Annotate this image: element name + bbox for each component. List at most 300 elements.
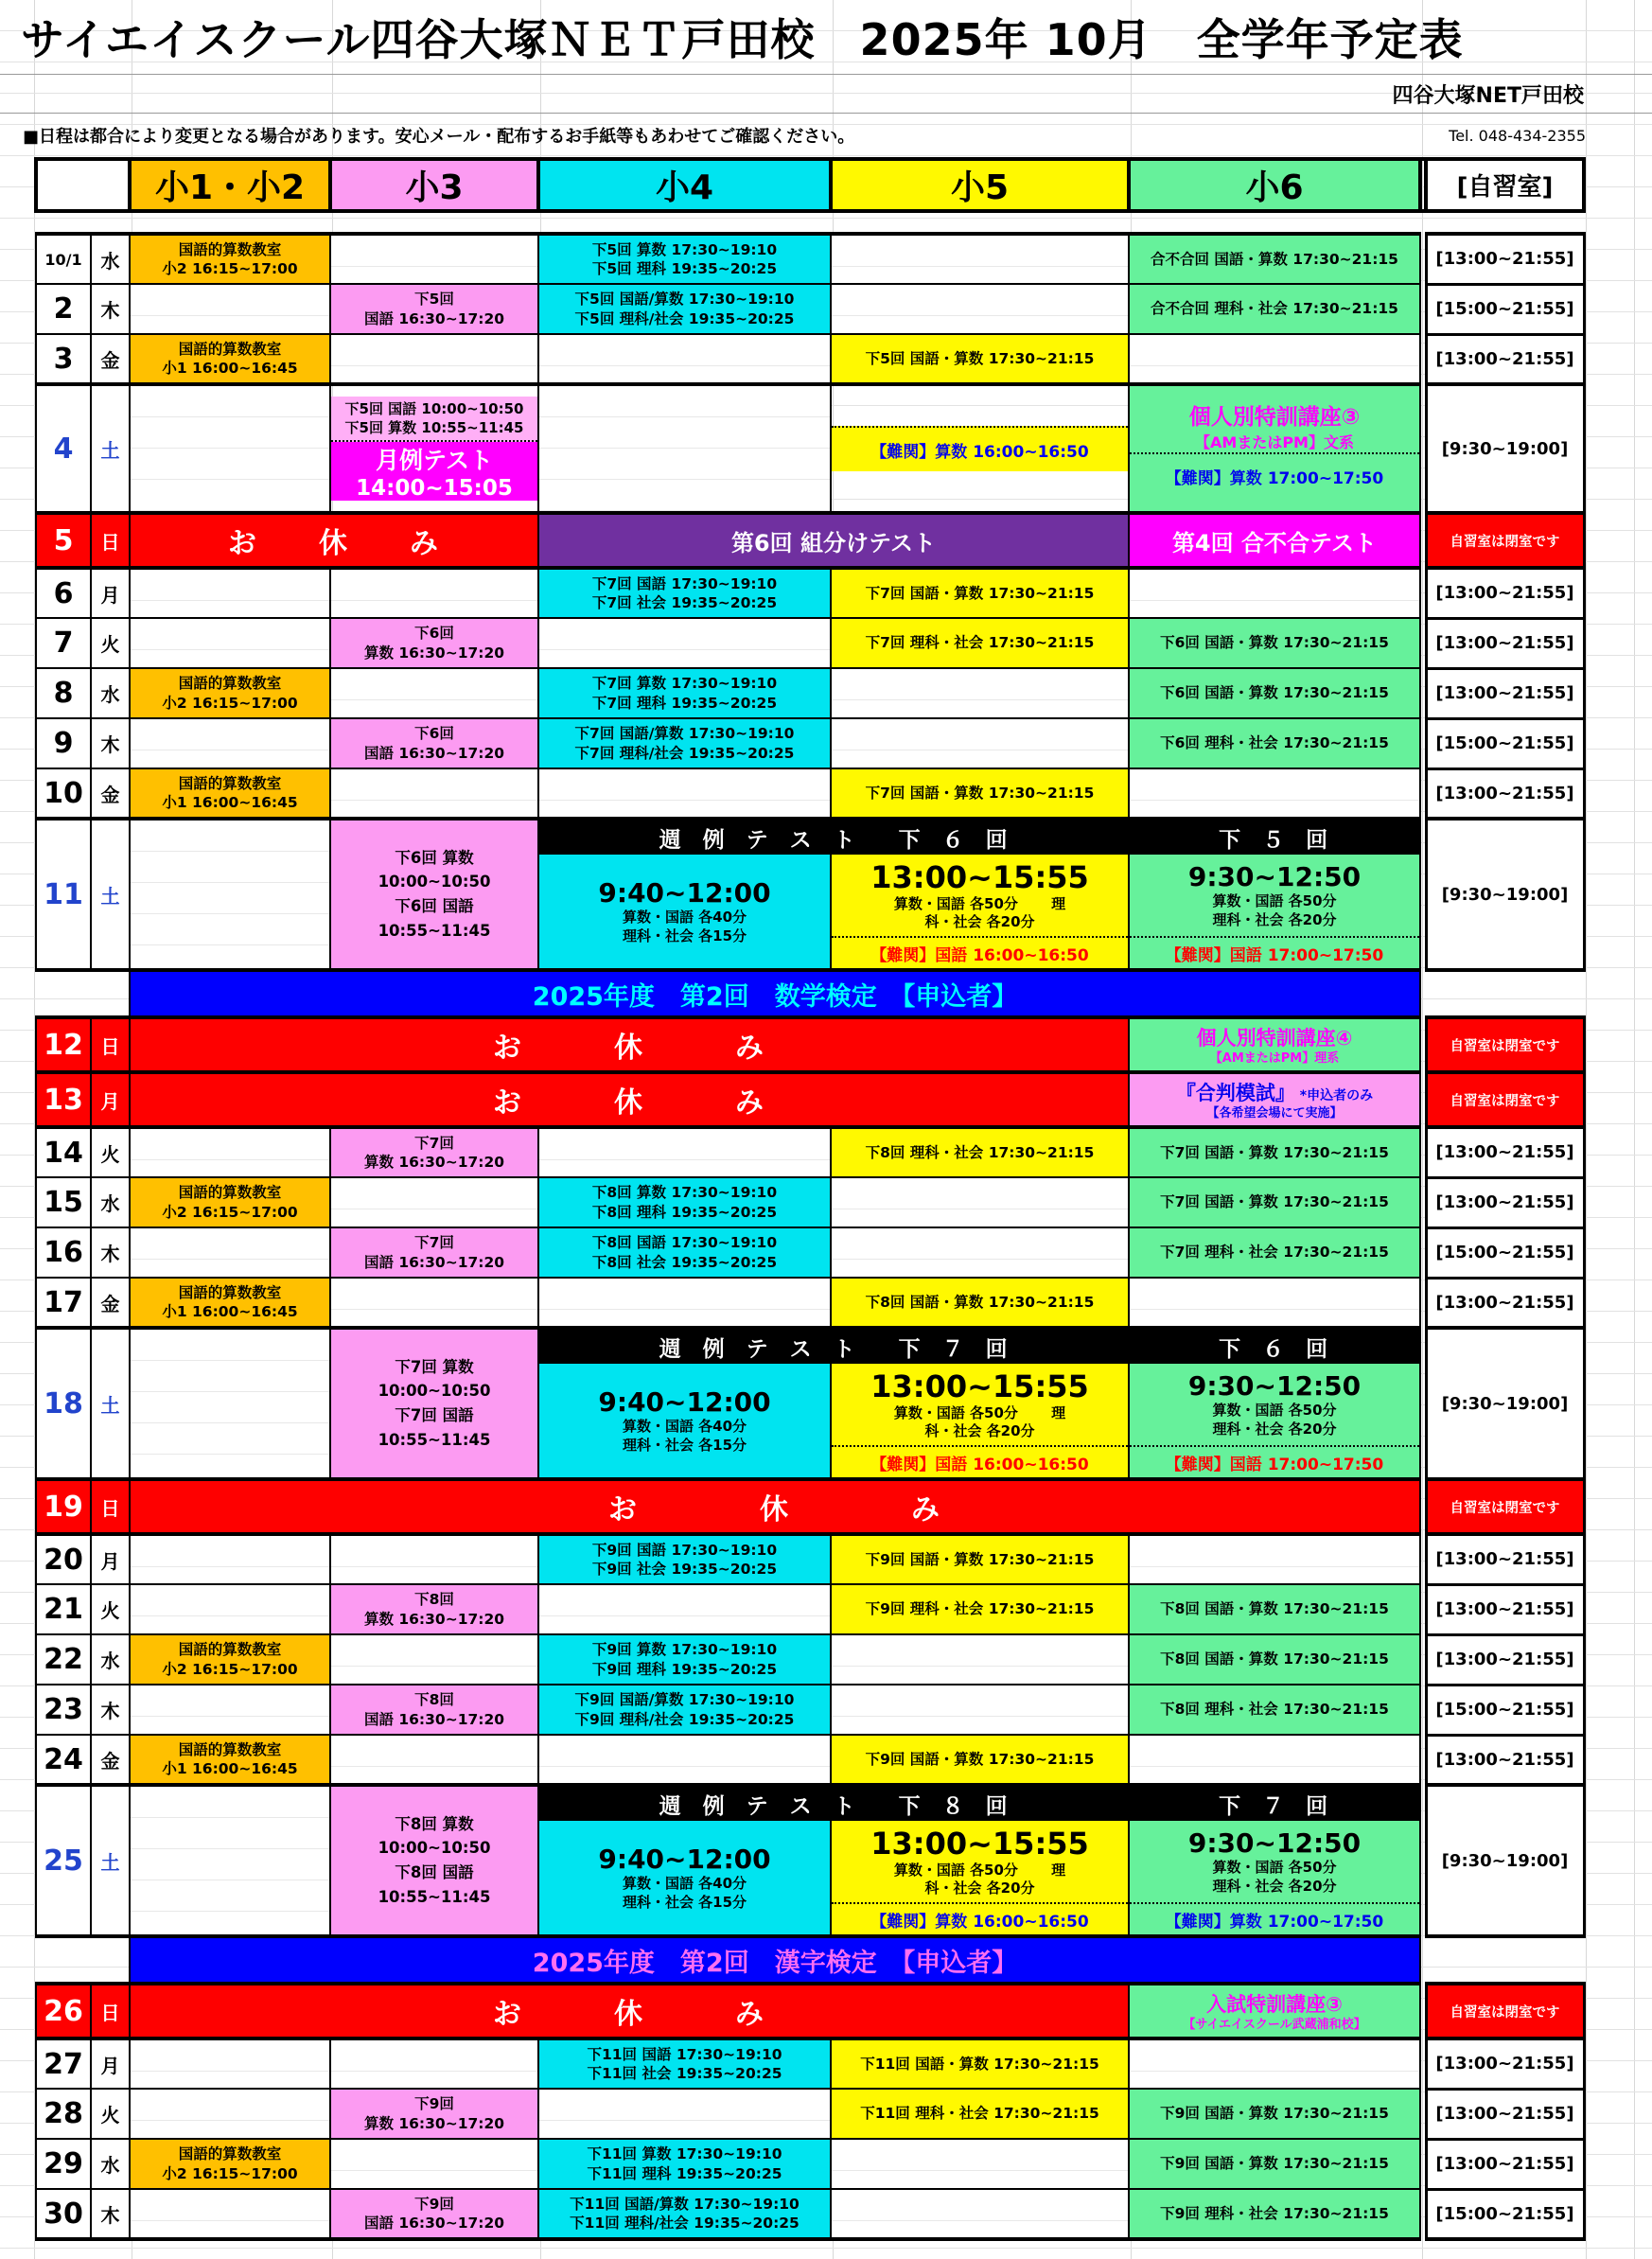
test-time-block bbox=[832, 1364, 1128, 1445]
weekly-test-block bbox=[1128, 855, 1419, 968]
special-course-title: 『合判模試』 *申込者のみ bbox=[1175, 1081, 1374, 1104]
class-cell-c5 bbox=[831, 234, 1129, 284]
monthly-test-time: 14:00~15:05 bbox=[356, 476, 513, 501]
study-room-cell bbox=[1426, 970, 1584, 1017]
text-line: 下9回 算数 17:30~19:10 bbox=[591, 1641, 778, 1659]
day-cell: 金 bbox=[91, 1735, 130, 1785]
text-line: 下8回 理科・社会 17:30~21:15 bbox=[865, 1143, 1095, 1161]
gofugo-test-banner: 第4回 合不合テスト bbox=[1129, 513, 1420, 568]
class-cell-c3 bbox=[330, 1127, 538, 1177]
study-room-cell: [13:00~21:55] bbox=[1426, 1278, 1584, 1328]
study-room-cell: [13:00~21:55] bbox=[1426, 568, 1584, 618]
header-col-sho5: 小5 bbox=[831, 159, 1129, 211]
class-cell-c4 bbox=[538, 284, 831, 334]
special-course bbox=[1130, 399, 1419, 452]
spacer-cell bbox=[36, 211, 1584, 234]
date-cell: 26 bbox=[36, 1984, 91, 2038]
class-cell-c12 bbox=[130, 568, 330, 618]
class-cell-c4 bbox=[538, 1227, 831, 1278]
study-room-cell: [13:00~21:55] bbox=[1426, 2038, 1584, 2089]
class-cell-c4 bbox=[538, 1685, 831, 1735]
text-line: 下11回 理科 19:35~20:25 bbox=[587, 2164, 782, 2182]
text-line: 下5回 国語 10:00~10:50 bbox=[344, 399, 524, 417]
text-line: 算数・国語 各50分 理 bbox=[893, 1403, 1066, 1421]
text-line: 算数・国語 各50分 理 bbox=[893, 894, 1066, 912]
text-line: 下8回 国語 bbox=[395, 1863, 474, 1881]
class-cell-c3 bbox=[330, 1584, 538, 1634]
class-cell-c6 bbox=[1129, 1634, 1420, 1685]
text-line: 算数 16:30~17:20 bbox=[363, 1610, 505, 1628]
day-cell: 土 bbox=[91, 384, 130, 513]
class-cell-c12 bbox=[130, 668, 330, 718]
monthly-test-banner bbox=[331, 442, 537, 501]
day-cell: 木 bbox=[91, 1227, 130, 1278]
schedule-row-4 bbox=[36, 384, 1584, 513]
class-cell-c6 bbox=[1129, 718, 1420, 768]
class-cell-c3 bbox=[330, 2038, 538, 2089]
class-cell-c5 bbox=[831, 668, 1129, 718]
class-cell-c5 bbox=[831, 568, 1129, 618]
kumiwake-test-banner: 第6回 組分けテスト bbox=[538, 513, 1129, 568]
class-cell-c5 bbox=[831, 334, 1129, 384]
schedule-table bbox=[34, 157, 1586, 2241]
text-line: 下7回 bbox=[414, 1134, 454, 1152]
text-line: 下9回 理科・社会 17:30~21:15 bbox=[1160, 2204, 1389, 2222]
page-title: サイエイスクール四谷大塚ＮＥＴ戸田校 2025年 10月 全学年予定表 bbox=[0, 0, 1652, 75]
class-cell-c3 bbox=[330, 2139, 538, 2189]
class-cell-c4 bbox=[538, 668, 831, 718]
class-cell-c6 bbox=[1129, 1584, 1420, 1634]
schedule-row-banner bbox=[36, 970, 1584, 1017]
text-line: 下6回 bbox=[414, 725, 454, 743]
class-cell-c3 bbox=[330, 1735, 538, 1785]
schedule-row-9 bbox=[36, 718, 1584, 768]
weekly-test-area bbox=[538, 819, 1420, 970]
date-cell: 29 bbox=[36, 2139, 91, 2189]
schedule-row-2 bbox=[36, 284, 1584, 334]
schedule-row-7 bbox=[36, 618, 1584, 668]
schedule-row-10 bbox=[36, 768, 1584, 819]
class-cell-c12 bbox=[130, 334, 330, 384]
special-course-title: 個人別特訓講座③ bbox=[1188, 405, 1361, 430]
class-cell-c3 bbox=[330, 568, 538, 618]
test-time-block bbox=[539, 1364, 830, 1477]
weekly-test-block bbox=[1128, 1821, 1419, 1934]
test-time-block bbox=[1130, 855, 1419, 936]
class-cell-c12 bbox=[130, 2189, 330, 2239]
study-room-cell: 自習室は閉室です bbox=[1426, 1984, 1584, 2038]
study-room-cell: [13:00~21:55] bbox=[1426, 1177, 1584, 1227]
class-cell-c12 bbox=[130, 1278, 330, 1328]
text-line: 国語的算数教室 bbox=[178, 1641, 282, 1659]
text-line: 下5回 算数 17:30~19:10 bbox=[591, 240, 778, 258]
class-cell-c4 bbox=[538, 2089, 831, 2139]
schedule-row-18 bbox=[36, 1328, 1584, 1479]
text-line: 下9回 国語・算数 17:30~21:15 bbox=[1160, 2155, 1389, 2173]
text-line: 下7回 国語・算数 17:30~21:15 bbox=[865, 584, 1095, 602]
text-line: 理科・社会 各15分 bbox=[622, 1893, 747, 1911]
day-cell: 土 bbox=[91, 819, 130, 970]
nankan-class: 【難関】算数 16:00~16:50 bbox=[832, 426, 1128, 471]
study-room-cell: [13:00~21:55] bbox=[1426, 1584, 1584, 1634]
nankan-class: 【難関】国語 16:00~16:50 bbox=[832, 936, 1128, 968]
text-line: 下11回 国語・算数 17:30~21:15 bbox=[860, 2055, 1099, 2073]
day-cell: 木 bbox=[91, 284, 130, 334]
text-line: 下9回 国語 17:30~19:10 bbox=[591, 1541, 778, 1559]
class-cell-c6 bbox=[1129, 618, 1420, 668]
weekly-test-banner bbox=[539, 1330, 1419, 1364]
weekly-test-block bbox=[539, 1821, 830, 1934]
text-line: 下9回 国語/算数 17:30~19:10 bbox=[574, 1691, 795, 1709]
text-line: 下11回 国語/算数 17:30~19:10 bbox=[570, 2195, 800, 2213]
class-cell-c12 bbox=[130, 384, 330, 513]
date-cell: 15 bbox=[36, 1177, 91, 1227]
special-course-subtitle: 【AMまたはPM】文系 bbox=[1195, 433, 1354, 451]
day-cell: 水 bbox=[91, 1634, 130, 1685]
text-line: 下6回 算数 bbox=[395, 848, 474, 867]
class-cell-c12 bbox=[130, 284, 330, 334]
test-time-block bbox=[1130, 1364, 1419, 1445]
text-line: 理科・社会 各20分 bbox=[1212, 910, 1337, 928]
date-cell: 7 bbox=[36, 618, 91, 668]
tel-number: Tel. 048-434-2355 bbox=[1449, 126, 1586, 145]
text-line: 下8回 bbox=[414, 1691, 454, 1709]
text-line: 理科・社会 各20分 bbox=[1212, 1877, 1337, 1895]
class-cell-c5 bbox=[831, 384, 1129, 513]
schedule-row-20 bbox=[36, 1534, 1584, 1584]
date-cell: 13 bbox=[36, 1072, 91, 1127]
header-spacer-row bbox=[36, 211, 1584, 234]
date-cell: 11 bbox=[36, 819, 91, 970]
date-cell: 8 bbox=[36, 668, 91, 718]
class-cell-c4 bbox=[538, 2139, 831, 2189]
class-cell-c3 bbox=[330, 1278, 538, 1328]
class-cell-c4 bbox=[538, 2189, 831, 2239]
nankan-class: 【難関】算数 16:00~16:50 bbox=[832, 1902, 1128, 1934]
schedule-row-banner bbox=[36, 1936, 1584, 1984]
date-cell: 9 bbox=[36, 718, 91, 768]
special-course-cell bbox=[1129, 1072, 1420, 1127]
class-cell-c5 bbox=[831, 2189, 1129, 2239]
study-room-cell: [13:00~21:55] bbox=[1426, 618, 1584, 668]
date-cell: 28 bbox=[36, 2089, 91, 2139]
class-cell-c3 bbox=[330, 1328, 538, 1479]
test-time-block bbox=[832, 1821, 1128, 1902]
class-cell-c12 bbox=[130, 2089, 330, 2139]
class-cell-c12 bbox=[130, 618, 330, 668]
class-cell-c3 bbox=[330, 334, 538, 384]
closed-banner: お 休 み bbox=[130, 513, 538, 568]
text-line: 下11回 社会 19:35~20:25 bbox=[587, 2065, 782, 2082]
date-cell: 18 bbox=[36, 1328, 91, 1479]
class-cell-c12 bbox=[130, 1177, 330, 1227]
class-cell-c5 bbox=[831, 1634, 1129, 1685]
study-room-cell: [9:30~19:00] bbox=[1426, 1785, 1584, 1936]
class-cell-c6 bbox=[1129, 1735, 1420, 1785]
class-cell-c6 bbox=[1129, 1227, 1420, 1278]
test-time-block bbox=[539, 855, 830, 968]
study-room-cell: [13:00~21:55] bbox=[1426, 334, 1584, 384]
class-cell-c5 bbox=[831, 1584, 1129, 1634]
special-course-subtitle: 【各希望会場にて実施】 bbox=[1206, 1105, 1343, 1121]
c3-stack bbox=[331, 397, 537, 501]
monthly-test-title: 月例テスト bbox=[375, 447, 493, 474]
text-line: 国語的算数教室 bbox=[178, 675, 282, 693]
class-cell-c3 bbox=[330, 384, 538, 513]
study-room-cell bbox=[1426, 1936, 1584, 1984]
class-cell-c12 bbox=[130, 1127, 330, 1177]
text-line: 下8回 理科・社会 17:30~21:15 bbox=[1160, 1701, 1389, 1719]
class-cell-c5 bbox=[831, 1534, 1129, 1584]
text-line: 国語 16:30~17:20 bbox=[363, 1710, 505, 1728]
class-cell-c6 bbox=[1129, 2189, 1420, 2239]
class-cell-c12 bbox=[130, 2139, 330, 2189]
class-cell-c5 bbox=[831, 1227, 1129, 1278]
text-line: 下11回 理科/社会 19:35~20:25 bbox=[570, 2215, 800, 2232]
class-cell-c12 bbox=[130, 1785, 330, 1936]
date-cell: 25 bbox=[36, 1785, 91, 1936]
text-line: 下6回 国語 bbox=[395, 897, 474, 915]
text-line: 算数・国語 各50分 bbox=[1212, 892, 1337, 909]
weekly-test-label-c6: 下 ７ 回 bbox=[1219, 1793, 1328, 1819]
study-room-cell: 自習室は閉室です bbox=[1426, 1479, 1584, 1534]
text-line: 下5回 国語・算数 17:30~21:15 bbox=[865, 349, 1095, 367]
schedule-row-23 bbox=[36, 1685, 1584, 1735]
class-cell-c6 bbox=[1129, 234, 1420, 284]
day-cell: 金 bbox=[91, 334, 130, 384]
text-line: 算数・国語 各40分 bbox=[622, 909, 747, 926]
school-name: 四谷大塚NET戸田校 bbox=[1392, 83, 1584, 108]
date-cell: 16 bbox=[36, 1227, 91, 1278]
study-room-cell: [15:00~21:55] bbox=[1426, 718, 1584, 768]
nankan-class: 【難関】国語 16:00~16:50 bbox=[832, 1445, 1128, 1477]
kentei-banner: 2025年度 第2回 漢字検定 【申込者】 bbox=[130, 1936, 1420, 1984]
text-line: 下8回 国語・算数 17:30~21:15 bbox=[865, 1293, 1095, 1311]
test-time-block bbox=[832, 855, 1128, 936]
class-cell-c4 bbox=[538, 2038, 831, 2089]
class-cell-c4 bbox=[538, 384, 831, 513]
text-line: 合不合回 理科・社会 17:30~21:15 bbox=[1151, 300, 1398, 318]
text-line: 合不合回 国語・算数 17:30~21:15 bbox=[1151, 250, 1398, 268]
class-cell-c12 bbox=[130, 2038, 330, 2089]
day-cell: 木 bbox=[91, 2189, 130, 2239]
study-room-cell: 自習室は閉室です bbox=[1426, 513, 1584, 568]
text-line: 下7回 bbox=[414, 1234, 454, 1252]
schedule-row-19 bbox=[36, 1479, 1584, 1534]
class-cell-c4 bbox=[538, 1177, 831, 1227]
study-room-cell: [13:00~21:55] bbox=[1426, 1127, 1584, 1177]
nankan-class: 【難関】国語 17:00~17:50 bbox=[1130, 1445, 1419, 1477]
day-cell: 月 bbox=[91, 1072, 130, 1127]
day-cell: 火 bbox=[91, 2089, 130, 2139]
text-line: 小2 16:15~17:00 bbox=[162, 1203, 298, 1221]
day-cell bbox=[91, 970, 130, 1017]
nankan-class: 【難関】算数 17:00~17:50 bbox=[1130, 452, 1419, 498]
text-line: 国語 16:30~17:20 bbox=[363, 2215, 505, 2232]
text-line: 10:55~11:45 bbox=[378, 921, 491, 940]
class-cell-c3 bbox=[330, 668, 538, 718]
class-cell-c5 bbox=[831, 1685, 1129, 1735]
text-line: 下11回 理科・社会 17:30~21:15 bbox=[860, 2105, 1099, 2123]
class-cell-c6 bbox=[1129, 2139, 1420, 2189]
text-line: 下5回 国語/算数 17:30~19:10 bbox=[574, 291, 795, 309]
text-line: 下9回 国語・算数 17:30~21:15 bbox=[865, 1750, 1095, 1768]
text-line: 算数・国語 各50分 理 bbox=[893, 1861, 1066, 1879]
text-line: 下7回 理科・社会 17:30~21:15 bbox=[865, 634, 1095, 652]
date-cell bbox=[36, 970, 91, 1017]
header-col-sho4: 小4 bbox=[538, 159, 831, 211]
text-line: 下9回 理科・社会 17:30~21:15 bbox=[865, 1600, 1095, 1618]
text-line: 算数 16:30~17:20 bbox=[363, 644, 505, 662]
schedule-row-6 bbox=[36, 568, 1584, 618]
study-room-cell: [15:00~21:55] bbox=[1426, 2189, 1584, 2239]
text-line: 科・社会 各20分 bbox=[924, 913, 1035, 930]
schedule-row-29 bbox=[36, 2139, 1584, 2189]
study-room-cell: 自習室は閉室です bbox=[1426, 1017, 1584, 1072]
text-line: 科・社会 各20分 bbox=[924, 1880, 1035, 1897]
special-course-title: 個人別特訓講座④ bbox=[1196, 1026, 1353, 1050]
date-cell: 22 bbox=[36, 1634, 91, 1685]
schedule-row-14 bbox=[36, 1127, 1584, 1177]
day-cell: 日 bbox=[91, 1984, 130, 2038]
schedule-row-28 bbox=[36, 2089, 1584, 2139]
class-cell-c3 bbox=[330, 2089, 538, 2139]
class-cell-c12 bbox=[130, 1534, 330, 1584]
header-col-sho1-2: 小1・小2 bbox=[130, 159, 330, 211]
class-cell-c5 bbox=[831, 284, 1129, 334]
text-line: 国語的算数教室 bbox=[178, 240, 282, 258]
date-cell: 6 bbox=[36, 568, 91, 618]
day-cell: 火 bbox=[91, 1127, 130, 1177]
class-cell-c4 bbox=[538, 718, 831, 768]
weekly-test-blocks bbox=[539, 1821, 1419, 1934]
date-cell: 14 bbox=[36, 1127, 91, 1177]
class-cell-c12 bbox=[130, 1584, 330, 1634]
text-line: 小2 16:15~17:00 bbox=[162, 694, 298, 712]
weekly-test-block bbox=[539, 1364, 830, 1477]
class-cell-c3 bbox=[330, 718, 538, 768]
special-course-subtitle: 【AMまたはPM】理系 bbox=[1209, 1050, 1340, 1066]
text-line: 下7回 国語・算数 17:30~21:15 bbox=[865, 784, 1095, 802]
special-course-title: 入試特訓講座③ bbox=[1206, 1992, 1343, 2016]
text-line: 下8回 国語・算数 17:30~21:15 bbox=[1160, 1650, 1389, 1668]
schedule-row-8 bbox=[36, 668, 1584, 718]
weekly-test-banner bbox=[539, 821, 1419, 855]
schedule-row-5 bbox=[36, 513, 1584, 568]
text-line: 算数・国語 各50分 bbox=[1212, 1859, 1337, 1876]
test-time-block bbox=[1130, 1821, 1419, 1902]
text-line: 下8回 算数 17:30~19:10 bbox=[591, 1184, 778, 1202]
c6-stack bbox=[1130, 399, 1419, 498]
header-row bbox=[36, 159, 1584, 211]
text-line: 下8回 算数 bbox=[395, 1814, 474, 1833]
study-room-cell: [13:00~21:55] bbox=[1426, 234, 1584, 284]
class-cell-c3 bbox=[330, 1534, 538, 1584]
c5-stack bbox=[832, 426, 1128, 471]
date-cell: 30 bbox=[36, 2189, 91, 2239]
text-line: 10:00~10:50 bbox=[378, 1839, 491, 1858]
weekly-test-label: 週 例 テ ス ト 下 ６ 回 bbox=[659, 827, 1008, 853]
text-line: 下7回 国語/算数 17:30~19:10 bbox=[574, 725, 795, 743]
class-cell-c5 bbox=[831, 2038, 1129, 2089]
weekly-test-label: 週 例 テ ス ト 下 ８ 回 bbox=[659, 1793, 1008, 1819]
text-line: 国語的算数教室 bbox=[178, 774, 282, 792]
special-course-subtitle: 【サイエイスクール武蔵浦和校】 bbox=[1183, 2017, 1366, 2032]
nankan-class: 【難関】国語 17:00~17:50 bbox=[1130, 936, 1419, 968]
class-cell-c6 bbox=[1129, 2038, 1420, 2089]
text-line: 下7回 国語 bbox=[395, 1406, 474, 1424]
day-cell: 月 bbox=[91, 2038, 130, 2089]
study-room-cell: [13:00~21:55] bbox=[1426, 1735, 1584, 1785]
weekly-test-blocks bbox=[539, 855, 1419, 968]
class-cell-c4 bbox=[538, 618, 831, 668]
day-cell: 土 bbox=[91, 1328, 130, 1479]
class-cell-c4 bbox=[538, 1534, 831, 1584]
text-line: 下7回 社会 19:35~20:25 bbox=[591, 594, 778, 611]
text-line: 下6回 理科・社会 17:30~21:15 bbox=[1160, 734, 1389, 752]
schedule-row-24 bbox=[36, 1735, 1584, 1785]
class-cell-c12 bbox=[130, 1634, 330, 1685]
closed-banner: お 休 み bbox=[130, 1072, 1129, 1127]
date-cell: 12 bbox=[36, 1017, 91, 1072]
class-cell-c5 bbox=[831, 2139, 1129, 2189]
class-cell-c4 bbox=[538, 1584, 831, 1634]
date-cell: 24 bbox=[36, 1735, 91, 1785]
class-cell-c4 bbox=[538, 568, 831, 618]
day-cell: 土 bbox=[91, 1785, 130, 1936]
date-cell: 17 bbox=[36, 1278, 91, 1328]
weekly-test-blocks bbox=[539, 1364, 1419, 1477]
class-cell-c3 bbox=[330, 234, 538, 284]
study-room-cell: [15:00~21:55] bbox=[1426, 284, 1584, 334]
class-cell-c6 bbox=[1129, 1127, 1420, 1177]
class-cell-c12 bbox=[130, 819, 330, 970]
text-line: 小1 16:00~16:45 bbox=[162, 360, 298, 377]
schedule-row-17 bbox=[36, 1278, 1584, 1328]
header-col-sho6: 小6 bbox=[1129, 159, 1420, 211]
text-line: 小1 16:00~16:45 bbox=[162, 1760, 298, 1777]
test-time: 13:00~15:55 bbox=[870, 858, 1089, 895]
class-cell-c12 bbox=[130, 768, 330, 819]
text-line: 10:00~10:50 bbox=[378, 1382, 491, 1401]
class-cell-c6 bbox=[1129, 568, 1420, 618]
text-line: 理科・社会 各15分 bbox=[622, 927, 747, 944]
study-room-cell: [15:00~21:55] bbox=[1426, 1227, 1584, 1278]
text-line: 下8回 国語 17:30~19:10 bbox=[591, 1234, 778, 1252]
class-cell-c3 bbox=[330, 1634, 538, 1685]
text-line: 国語的算数教室 bbox=[178, 1283, 282, 1301]
text-line: 下7回 国語・算数 17:30~21:15 bbox=[1160, 1193, 1389, 1211]
day-cell: 水 bbox=[91, 668, 130, 718]
test-time: 9:40~12:00 bbox=[598, 877, 771, 909]
study-room-cell: [13:00~21:55] bbox=[1426, 768, 1584, 819]
test-time: 9:30~12:50 bbox=[1187, 1370, 1362, 1402]
class-cell-c6 bbox=[1129, 2089, 1420, 2139]
study-room-cell: [13:00~21:55] bbox=[1426, 2139, 1584, 2189]
date-cell: 10/1 bbox=[36, 234, 91, 284]
text-line: 下9回 社会 19:35~20:25 bbox=[591, 1561, 778, 1578]
class-cell-c5 bbox=[831, 2089, 1129, 2139]
day-cell: 水 bbox=[91, 2139, 130, 2189]
day-cell: 水 bbox=[91, 234, 130, 284]
class-cell-c6 bbox=[1129, 1534, 1420, 1584]
text-line: 小2 16:15~17:00 bbox=[162, 2164, 298, 2182]
class-cell-c3 bbox=[330, 1685, 538, 1735]
day-cell: 日 bbox=[91, 513, 130, 568]
notice-row bbox=[0, 114, 1652, 157]
study-room-cell: [9:30~19:00] bbox=[1426, 819, 1584, 970]
class-cell-c6 bbox=[1129, 1278, 1420, 1328]
